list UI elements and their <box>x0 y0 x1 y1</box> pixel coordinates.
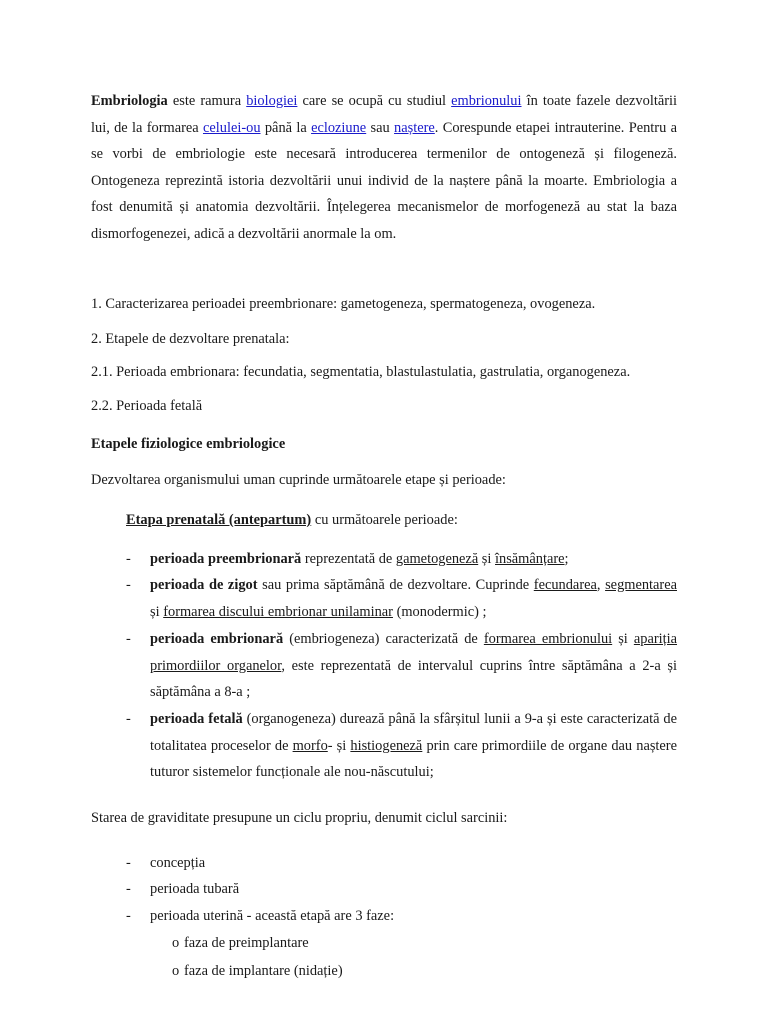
outline-item: 2. Etapele de dezvoltare prenatala: <box>91 331 290 347</box>
dash-bullet: - <box>126 881 131 897</box>
outline-item: 1. Caracterizarea perioadei preembrionare: gametogeneza, spermatogeneza, ovogeneza. <box>91 296 596 312</box>
link-embrionului[interactable]: embrionului <box>451 93 522 109</box>
period-zigot: perioada de zigot sau prima săptămână de dezvoltare. Cuprinde fecundarea, segmentarea și formarea discului embrionar unilaminar (monodermic) ; <box>150 577 677 620</box>
circle-bullet: o <box>172 963 180 979</box>
dash-bullet: - <box>126 855 131 871</box>
dash-bullet: - <box>126 908 131 924</box>
dash-bullet: - <box>126 577 131 593</box>
cycle-item: perioada uterină - această etapă are 3 faze: <box>150 908 395 924</box>
circle-bullet: o <box>172 935 180 951</box>
prenatal-heading: Etapa prenatală (antepartum) cu următoarele perioade: <box>126 512 458 528</box>
period-embrionara: perioada embrionară (embriogeneza) caracterizată de formarea embrionului și apariția primordiilor organelor, este reprezentată de intervalul cuprins între săptămâna a 2-a și săptămâna a 8-a ; <box>150 631 678 701</box>
phase-item: faza de preimplantare <box>184 935 309 951</box>
link-nastere[interactable]: naștere <box>394 119 435 136</box>
link-celulei-ou[interactable]: celulei-ou <box>202 119 261 136</box>
outline-item: 2.1. Perioada embrionara: fecundatia, segmentatia, blastulastulatia, gastrulatia, organogeneza. <box>91 364 631 380</box>
intro-paragraph: Embriologia este ramura biologiei care se ocupă cu studiul embrionului în toate fazele dezvoltării lui, de la formarea celulei-ou până la ecloziune sau naștere. Corespunde etapei intrauterine. Pentru a se vorbi de embriologie este necesară introducerea termenilor de ontogeneză și filogeneză. Ontogeneza reprezintă istoria dezvoltării unui individ de la naștere până la moarte. Embriologia a fost denumită și anatomia dezvoltării. Înțelegerea mecanismelor de morfogeneză au stat la baza dismorfogenezei, adică a dezvoltării anormale la om. <box>91 93 677 242</box>
link-biologiei[interactable]: biologiei <box>246 93 298 109</box>
section-title: Etapele fiziologice embriologice <box>91 436 286 452</box>
cycle-item: concepția <box>150 855 206 871</box>
cycle-item: perioada tubară <box>150 881 240 897</box>
dash-bullet: - <box>126 631 131 647</box>
period-fetala: perioada fetală (organogeneza) durează până la sfârșitul lunii a 9-a și este caracterizată de totalitatea proceselor de morfo- și histiogeneză prin care primordiile de organe dau naștere tuturor sistemelor funcționale ale nou-născutului; <box>150 711 677 781</box>
dash-bullet: - <box>126 711 131 727</box>
phase-item: faza de implantare (nidație) <box>184 963 343 979</box>
section-intro: Dezvoltarea organismului uman cuprinde următoarele etape și perioade: <box>91 472 506 488</box>
dash-bullet: - <box>126 551 131 567</box>
link-ecloziune[interactable]: ecloziune <box>311 119 367 136</box>
pregnancy-intro: Starea de graviditate presupune un ciclu propriu, denumit ciclul sarcinii: <box>91 810 508 826</box>
outline-item: 2.2. Perioada fetală <box>91 398 203 414</box>
term-embriologia: Embriologia <box>91 93 168 109</box>
period-preembrionara: perioada preembrionară reprezentată de gametogeneză și însămânțare; <box>150 551 569 567</box>
